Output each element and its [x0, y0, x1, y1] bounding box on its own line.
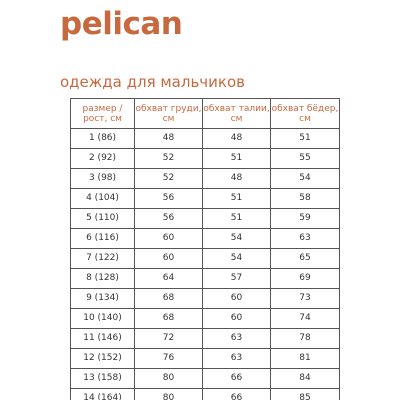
cell-chest: 68	[135, 309, 203, 329]
cell-hips: 84	[271, 369, 340, 389]
header-size-height: размер / рост, см	[71, 99, 135, 129]
cell-chest: 52	[135, 149, 203, 169]
cell-waist: 51	[203, 149, 271, 169]
cell-size-height: 4 (104)	[71, 189, 135, 209]
cell-size-height: 3 (98)	[71, 169, 135, 189]
table-row	[71, 289, 340, 309]
cell-chest: 64	[135, 269, 203, 289]
cell-waist: 54	[203, 249, 271, 269]
table-row	[71, 169, 340, 189]
cell-chest: 80	[135, 369, 203, 389]
cell-waist: 60	[203, 309, 271, 329]
cell-waist: 48	[203, 169, 271, 189]
cell-size-height: 11 (146)	[71, 329, 135, 349]
cell-hips: 63	[271, 229, 340, 249]
header-waist: обхват талии, см	[203, 99, 271, 129]
cell-chest: 72	[135, 329, 203, 349]
cell-waist: 60	[203, 289, 271, 309]
cell-size-height: 9 (134)	[71, 289, 135, 309]
cell-chest: 52	[135, 169, 203, 189]
table-row	[71, 329, 340, 349]
table-row	[71, 349, 340, 369]
cell-size-height: 12 (152)	[71, 349, 135, 369]
cell-size-height: 13 (158)	[71, 369, 135, 389]
cell-hips: 69	[271, 269, 340, 289]
cell-hips: 74	[271, 309, 340, 329]
cell-hips: 85	[271, 389, 340, 400]
table-row	[71, 389, 340, 400]
cell-chest: 56	[135, 209, 203, 229]
cell-size-height: 1 (86)	[71, 129, 135, 149]
cell-hips: 59	[271, 209, 340, 229]
cell-size-height: 10 (140)	[71, 309, 135, 329]
cell-size-height: 2 (92)	[71, 149, 135, 169]
brand-logo: pelican	[60, 6, 183, 42]
table-row	[71, 229, 340, 249]
cell-hips: 55	[271, 149, 340, 169]
cell-chest: 48	[135, 129, 203, 149]
cell-hips: 73	[271, 289, 340, 309]
cell-hips: 65	[271, 249, 340, 269]
table-body	[71, 129, 340, 400]
cell-size-height: 5 (110)	[71, 209, 135, 229]
table-row	[71, 189, 340, 209]
cell-waist: 63	[203, 349, 271, 369]
cell-waist: 66	[203, 369, 271, 389]
cell-size-height: 8 (128)	[71, 269, 135, 289]
cell-chest: 60	[135, 229, 203, 249]
header-chest: обхват груди, см	[135, 99, 203, 129]
section-title: одежда для мальчиков	[60, 73, 245, 91]
cell-chest: 76	[135, 349, 203, 369]
table-row	[71, 209, 340, 229]
cell-chest: 56	[135, 189, 203, 209]
cell-hips: 58	[271, 189, 340, 209]
cell-waist: 66	[203, 389, 271, 400]
table-row	[71, 149, 340, 169]
cell-hips: 54	[271, 169, 340, 189]
cell-size-height: 7 (122)	[71, 249, 135, 269]
table-row	[71, 269, 340, 289]
cell-size-height: 6 (116)	[71, 229, 135, 249]
table-row	[71, 369, 340, 389]
cell-hips: 81	[271, 349, 340, 369]
table-row	[71, 309, 340, 329]
cell-waist: 57	[203, 269, 271, 289]
size-chart-table	[70, 98, 340, 400]
table-header-row	[71, 99, 340, 129]
cell-hips: 51	[271, 129, 340, 149]
table-row	[71, 129, 340, 149]
header-hips: обхват бёдер, см	[271, 99, 340, 129]
cell-waist: 48	[203, 129, 271, 149]
table-header	[71, 99, 340, 129]
table-row	[71, 249, 340, 269]
cell-chest: 60	[135, 249, 203, 269]
cell-waist: 51	[203, 209, 271, 229]
cell-waist: 54	[203, 229, 271, 249]
cell-waist: 63	[203, 329, 271, 349]
cell-chest: 80	[135, 389, 203, 400]
cell-waist: 51	[203, 189, 271, 209]
cell-size-height: 14 (164)	[71, 389, 135, 400]
cell-hips: 78	[271, 329, 340, 349]
cell-chest: 68	[135, 289, 203, 309]
